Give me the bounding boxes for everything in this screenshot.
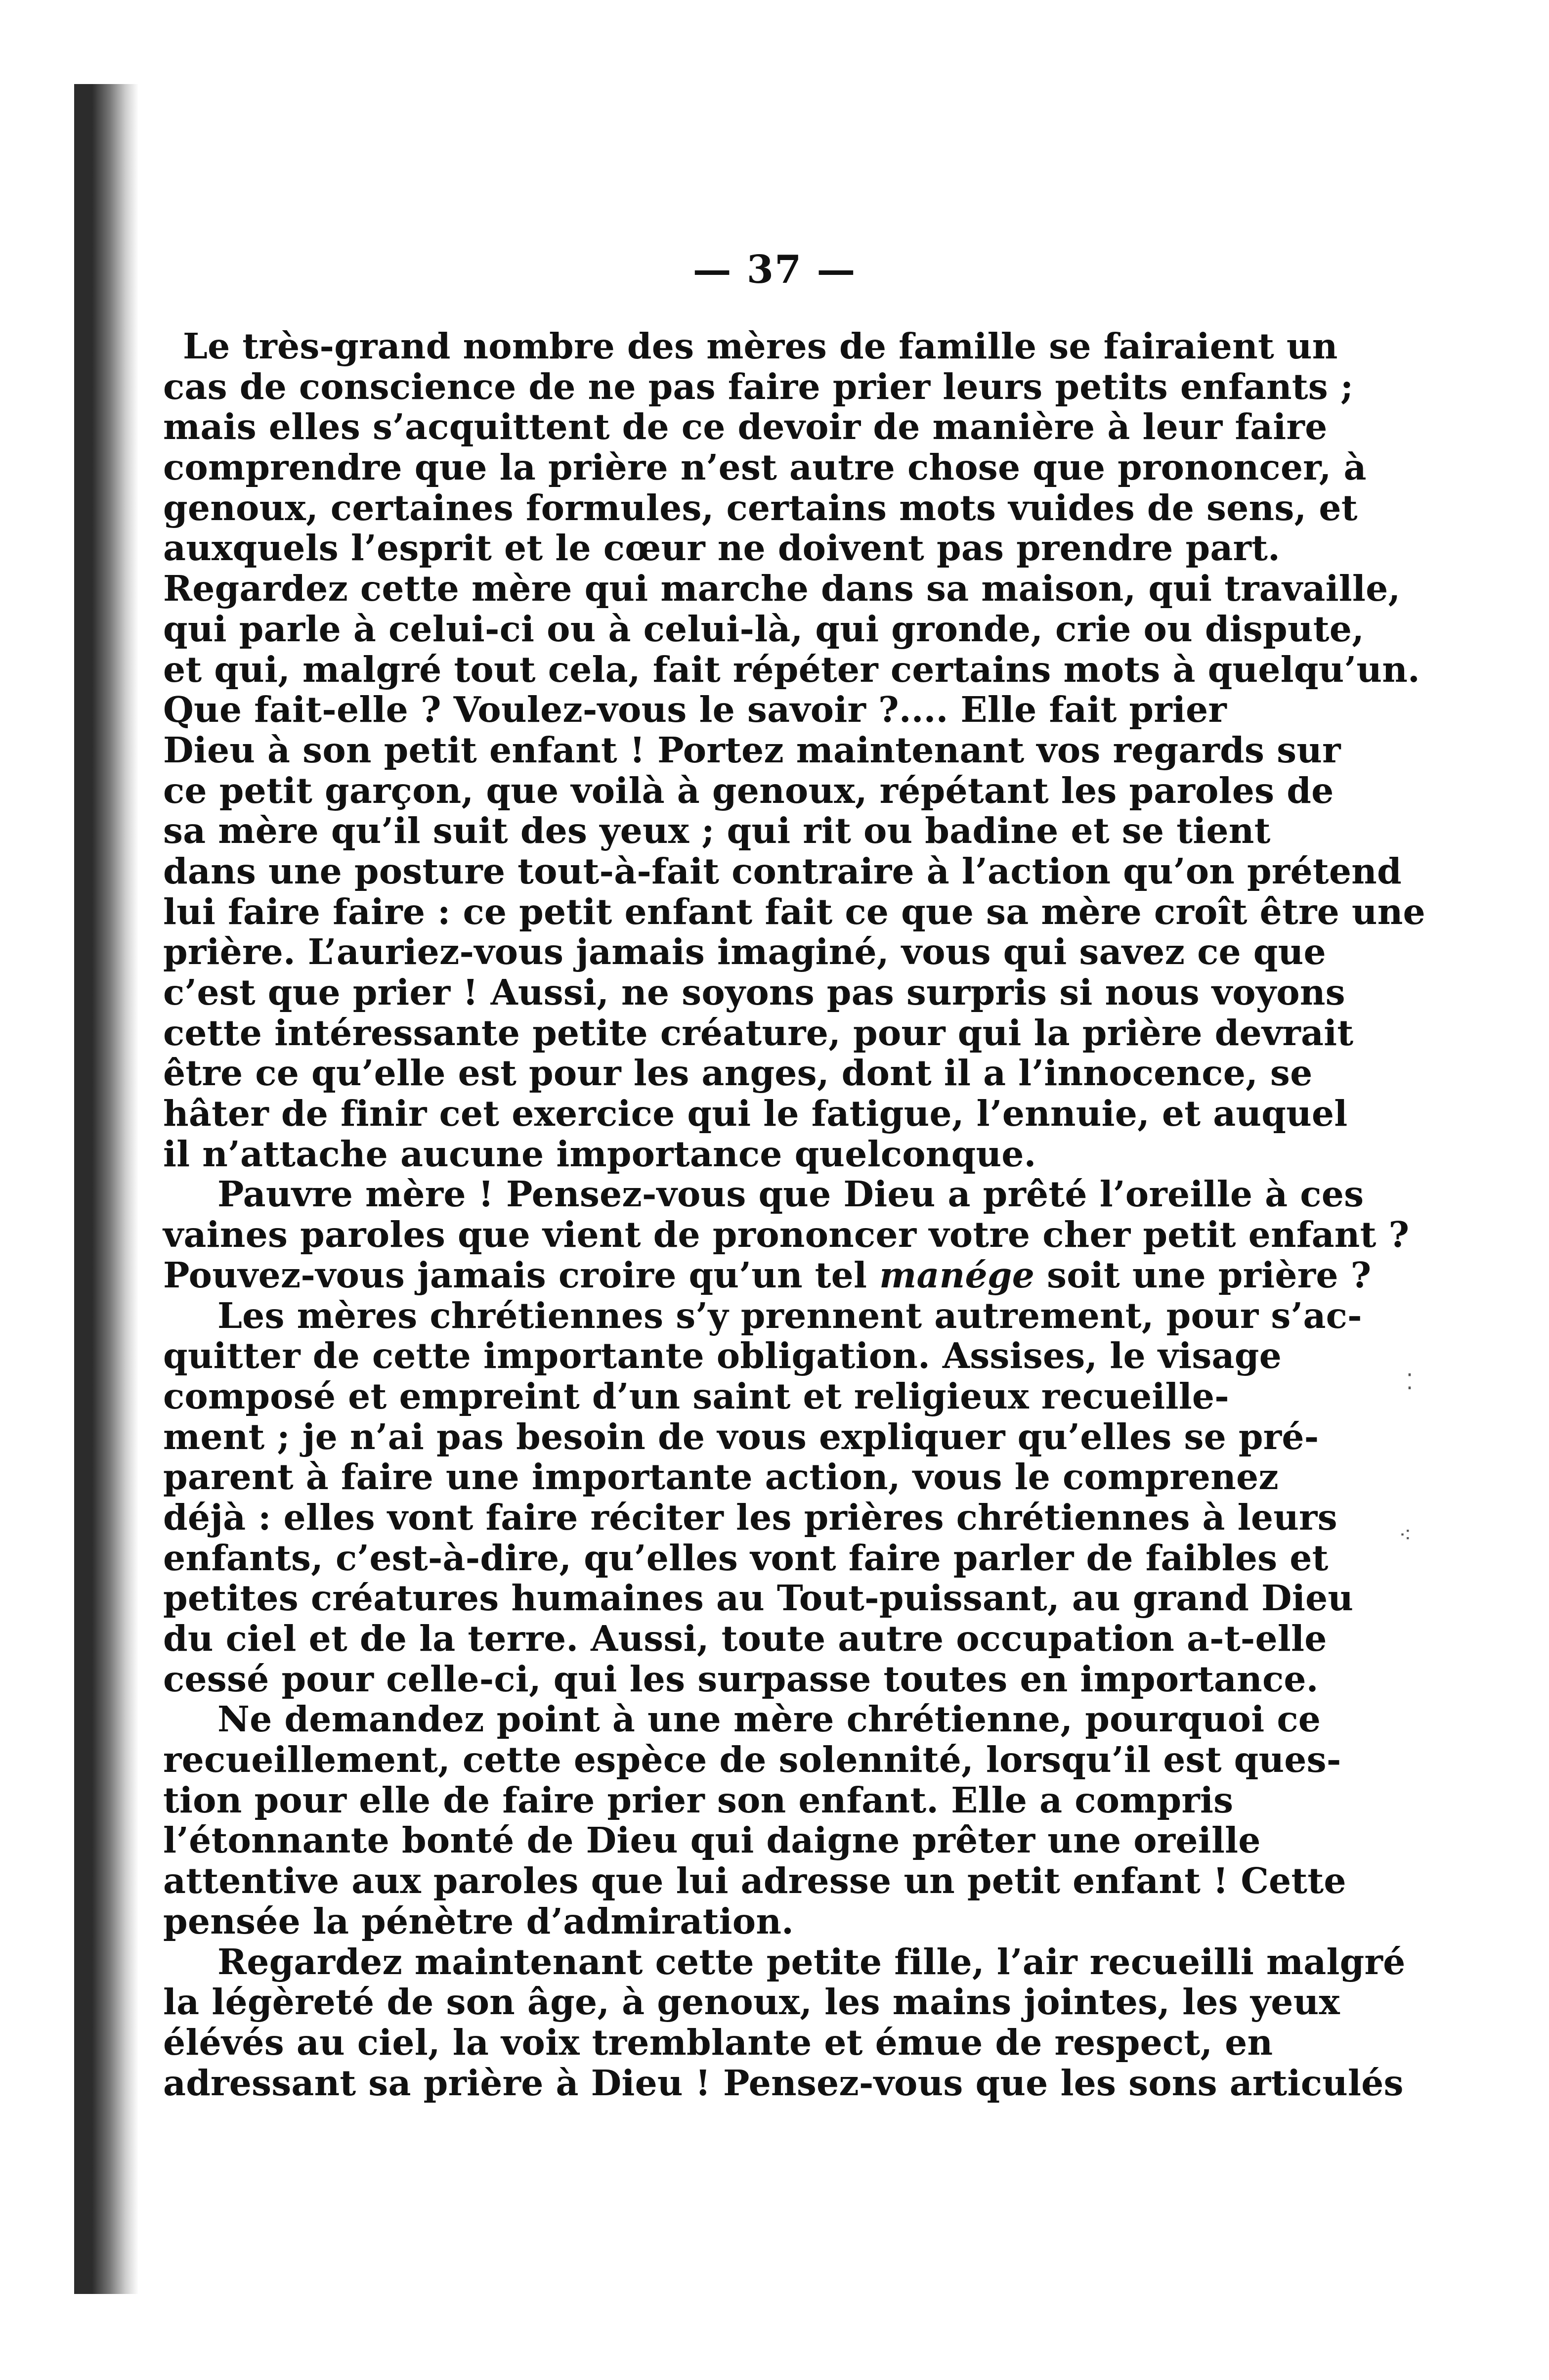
text-line: du ciel et de la terre. Aussi, toute autre occupation a-t-elle [163, 1618, 1327, 1659]
text-line: auxquels l’esprit et le cœur ne doivent pas prendre part. [163, 527, 1281, 569]
text-line: cessé pour celle-ci, qui les surpasse toutes en importance. [163, 1658, 1319, 1700]
text-line: vaines paroles que vient de prononcer votre cher petit enfant ? [163, 1214, 1410, 1256]
text-line: genoux, certaines formules, certains mots vuides de sens, et [163, 486, 1358, 529]
text-line: Regardez maintenant cette petite fille, l’air recueilli malgré [217, 1940, 1406, 1983]
text-line: petites créatures humaines au Tout-puissant, au grand Dieu [163, 1577, 1354, 1619]
margin-speck: ⁖ [1399, 1523, 1412, 1548]
text-line: pensée la pénètre d’admiration. [163, 1900, 794, 1942]
text-line: élévés au ciel, la voix tremblante et émue de respect, en [163, 2021, 1273, 2063]
text-line: cas de conscience de ne pas faire prier leurs petits enfants ; [163, 365, 1354, 407]
text-line: la légèreté de son âge, à genoux, les mains jointes, les yeux [163, 1981, 1340, 2023]
text-line: adressant sa prière à Dieu ! Pensez-vous que les sons articulés [163, 2062, 1404, 2104]
text-line: déjà : elles vont faire réciter les prières chrétiennes à leurs [163, 1496, 1337, 1538]
italic-word: manége [879, 1254, 1035, 1296]
text-line: enfants, c’est-à-dire, qu’elles vont faire parler de faibles et [163, 1537, 1329, 1579]
text-line: prière. L’auriez-vous jamais imaginé, vous qui savez ce que [163, 931, 1326, 973]
text-line: hâter de finir cet exercice qui le fatigue, l’ennuie, et auquel [163, 1093, 1348, 1135]
text-line: cette intéressante petite créature, pour qui la prière devrait [163, 1012, 1354, 1054]
text-line: mais elles s’acquittent de ce devoir de manière à leur faire [163, 406, 1328, 448]
text-line: Pauvre mère ! Pensez-vous que Dieu a prêté l’oreille à ces [217, 1173, 1364, 1215]
margin-speck: ⁚ [1406, 1369, 1413, 1395]
text-line: dans une posture tout-à-fait contraire à l’action qu’on prétend [163, 850, 1402, 892]
text-line: parent à faire une importante action, vous le comprenez [163, 1456, 1279, 1498]
text-line: lui faire faire : ce petit enfant fait ce que sa mère croît être une [163, 890, 1425, 932]
text-line: Dieu à son petit enfant ! Portez maintenant vos regards sur [163, 729, 1341, 771]
text-line: et qui, malgré tout cela, fait répéter certains mots à quelqu’un. [163, 648, 1420, 690]
text-line: Les mères chrétiennes s’y prennent autrement, pour s’ac- [217, 1294, 1362, 1336]
text-line: c’est que prier ! Aussi, ne soyons pas surpris si nous voyons [163, 971, 1345, 1013]
text-line [163, 1254, 1372, 1296]
text-segment: soit une prière ? [1047, 1254, 1372, 1296]
text-line: qui parle à celui-ci ou à celui-là, qui gronde, crie ou dispute, [163, 608, 1364, 650]
text-line: Que fait-elle ? Voulez-vous le savoir ?.... Elle fait prier [163, 689, 1227, 731]
text-line: il n’attache aucune importance quelconque. [163, 1133, 1036, 1175]
text-line: composé et empreint d’un saint et religieux recueille- [163, 1375, 1229, 1417]
text-line: sa mère qu’il suit des yeux ; qui rit ou badine et se tient [163, 810, 1271, 852]
binding-edge-shadow [74, 84, 138, 2294]
text-segment: Pouvez-vous jamais croire qu’un tel [163, 1254, 867, 1296]
text-line: être ce qu’elle est pour les anges, dont il a l’innocence, se [163, 1052, 1313, 1094]
text-line: Regardez cette mère qui marche dans sa maison, qui travaille, [163, 568, 1401, 610]
body-text [163, 325, 1425, 2104]
text-line: tion pour elle de faire prier son enfant. Elle a compris [163, 1779, 1234, 1821]
text-line: comprendre que la prière n’est autre chose que prononcer, à [163, 446, 1367, 488]
text-line: recueillement, cette espèce de solennité, lorsqu’il est ques- [163, 1739, 1341, 1781]
text-line: l’étonnante bonté de Dieu qui daigne prêter une oreille [163, 1819, 1261, 1861]
text-line: Ne demandez point à une mère chrétienne, pourquoi ce [217, 1698, 1321, 1740]
text-line: attentive aux paroles que lui adresse un petit enfant ! Cette [163, 1860, 1346, 1902]
text-line: ment ; je n’ai pas besoin de vous expliquer qu’elles se pré- [163, 1415, 1319, 1457]
text-line: ce petit garçon, que voilà à genoux, répétant les paroles de [163, 769, 1334, 811]
text-line: Le très-grand nombre des mères de famille se fairaient un [183, 325, 1338, 367]
page-number: — 37 — [692, 247, 857, 292]
text-line: quitter de cette importante obligation. Assises, le visage [163, 1335, 1282, 1377]
